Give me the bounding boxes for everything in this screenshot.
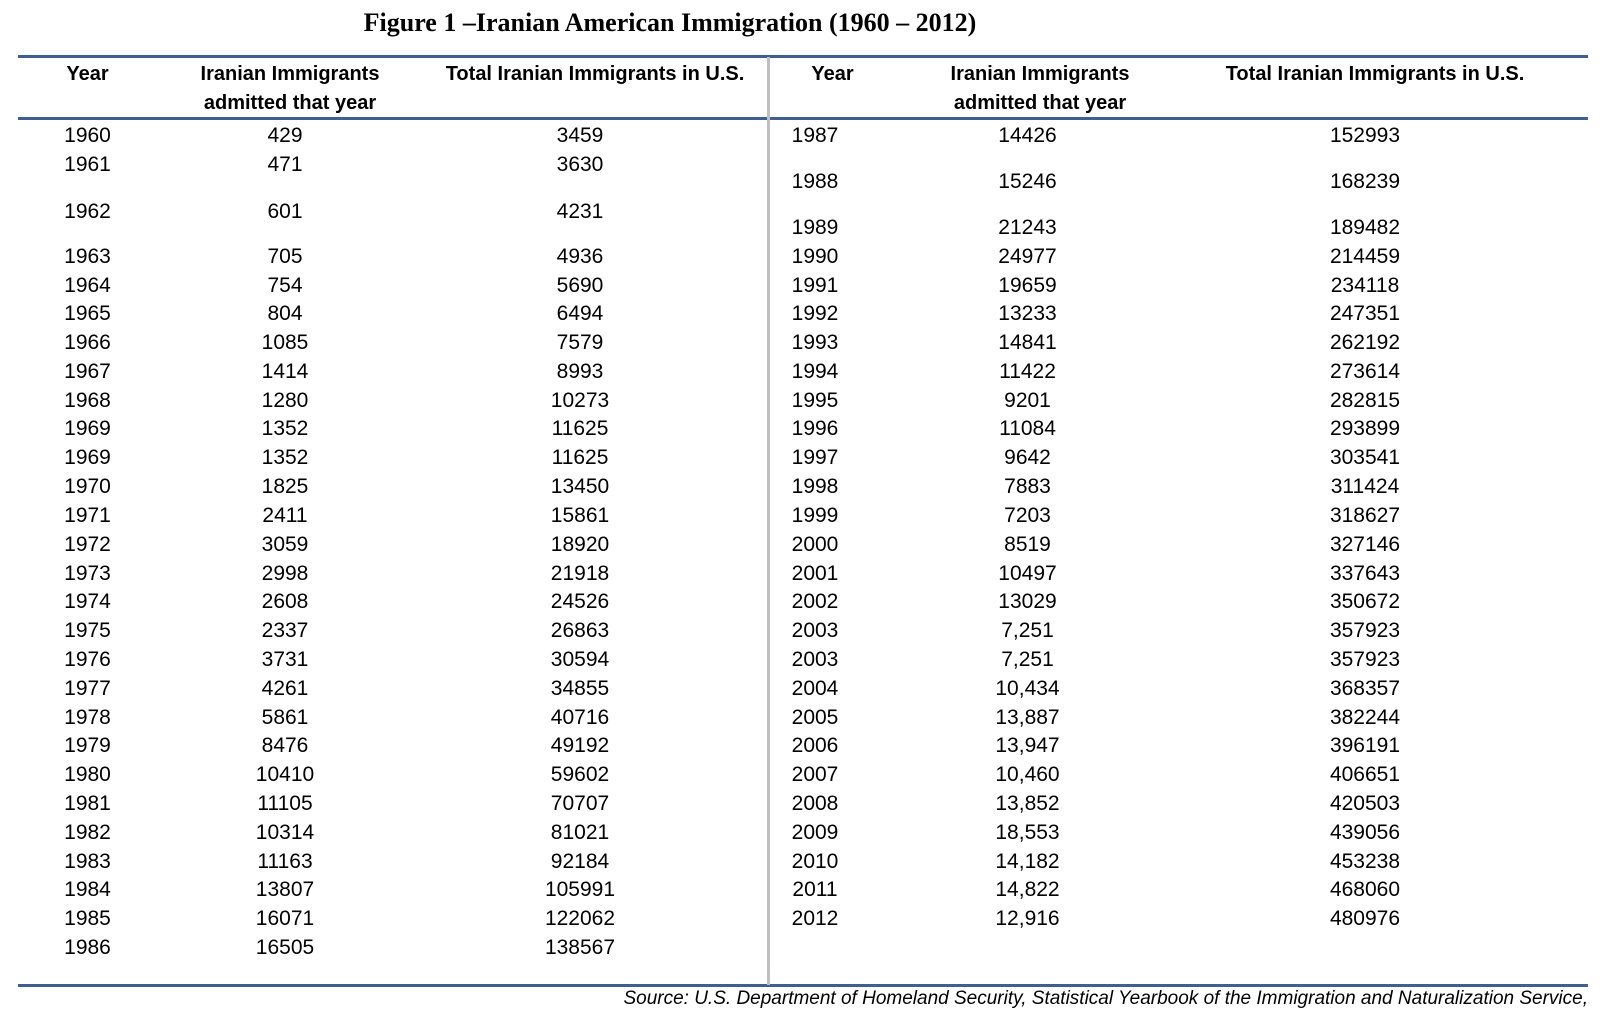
right-cell-admitted: 21243: [998, 216, 1057, 239]
right-cell-total: 282815: [1329, 389, 1401, 412]
right-cell-year: 1989: [791, 216, 839, 239]
left-cell-admitted: 1085: [261, 331, 309, 354]
right-cell-admitted: 12,916: [995, 907, 1060, 930]
right-cell-year: 2012: [791, 907, 839, 930]
left-cell-year: 1978: [64, 706, 111, 729]
right-cell-admitted: 24977: [998, 245, 1057, 268]
table-bottom-rule: [18, 984, 1588, 987]
right-cell-total: 337643: [1329, 562, 1401, 585]
right-cell-admitted: 7,251: [1001, 648, 1054, 671]
right-cell-total: 318627: [1329, 504, 1401, 527]
left-cell-total: 18920: [550, 533, 610, 556]
left-cell-admitted: 11105: [257, 792, 313, 815]
left-cell-total: 11625: [551, 417, 609, 440]
left-cell-total: 3630: [556, 153, 604, 176]
right-cell-admitted: 13029: [998, 590, 1057, 613]
left-cell-year: 1970: [64, 475, 111, 498]
right-cell-admitted: 7,251: [1001, 619, 1054, 642]
left-cell-year: 1973: [64, 562, 111, 585]
left-cell-total: 34855: [550, 677, 610, 700]
right-cell-admitted: 13,852: [995, 792, 1060, 815]
left-cell-admitted: 804: [267, 302, 303, 325]
right-cell-year: 2000: [791, 533, 839, 556]
right-cell-total: 396191: [1329, 734, 1401, 757]
left-cell-admitted: 10410: [255, 763, 315, 786]
left-cell-year: 1961: [64, 153, 111, 176]
left-cell-admitted: 754: [267, 274, 303, 297]
left-cell-total: 40716: [550, 706, 610, 729]
table-top-rule: [18, 55, 1588, 58]
right-cell-admitted: 9642: [1004, 446, 1051, 469]
right-cell-year: 1992: [791, 302, 839, 325]
right-cell-year: 2002: [791, 590, 839, 613]
left-cell-admitted: 3731: [261, 648, 309, 671]
right-cell-total: 480976: [1329, 907, 1401, 930]
left-cell-admitted: 5861: [261, 706, 309, 729]
right-cell-year: 2011: [792, 878, 838, 901]
right-cell-admitted: 14426: [998, 124, 1057, 147]
right-cell-admitted: 11084: [999, 417, 1056, 440]
right-cell-total: 152993: [1329, 124, 1401, 147]
left-cell-year: 1981: [64, 792, 111, 815]
right-cell-year: 1995: [791, 389, 839, 412]
left-cell-year: 1971: [64, 504, 111, 527]
right-cell-admitted: 19659: [998, 274, 1057, 297]
source-note: Source: U.S. Department of Homeland Security, Statistical Yearbook of the Immigration and Naturalization Service,: [623, 988, 1588, 1009]
right-cell-total: 234118: [1330, 274, 1400, 297]
left-cell-total: 70707: [550, 792, 610, 815]
left-cell-year: 1976: [64, 648, 111, 671]
right-cell-admitted: 8519: [1004, 533, 1051, 556]
right-cell-year: 1990: [791, 245, 839, 268]
left-cell-admitted: 13807: [255, 878, 315, 901]
left-cell-total: 10273: [550, 389, 610, 412]
left-cell-total: 49192: [550, 734, 610, 757]
left-cell-admitted: 11163: [257, 850, 313, 873]
left-cell-total: 105991: [544, 878, 616, 901]
left-cell-admitted: 1414: [261, 360, 309, 383]
left-cell-admitted: 16505: [255, 936, 315, 959]
left-header-year: Year: [66, 63, 109, 85]
right-cell-year: 2006: [791, 734, 839, 757]
figure-title: Figure 1 –Iranian American Immigration (1960 – 2012): [363, 8, 977, 37]
left-cell-admitted: 1825: [261, 475, 309, 498]
right-cell-year: 1988: [791, 170, 839, 193]
left-cell-total: 4936: [556, 245, 604, 268]
left-cell-year: 1985: [64, 907, 111, 930]
left-cell-total: 138567: [544, 936, 616, 959]
left-cell-year: 1969: [64, 446, 111, 469]
right-cell-total: 189482: [1329, 216, 1401, 239]
right-cell-year: 1994: [791, 360, 839, 383]
left-cell-year: 1969: [64, 417, 111, 440]
right-header-year: Year: [811, 63, 854, 85]
right-cell-total: 468060: [1329, 878, 1401, 901]
right-cell-year: 2003: [791, 619, 839, 642]
right-cell-admitted: 14,822: [995, 878, 1060, 901]
right-header-admitted: Iranian Immigrants admitted that year: [950, 63, 1130, 114]
right-cell-year: 1998: [791, 475, 839, 498]
right-cell-year: 2004: [791, 677, 839, 700]
left-cell-year: 1966: [64, 331, 111, 354]
right-cell-admitted: 9201: [1004, 389, 1051, 412]
left-cell-year: 1960: [64, 124, 111, 147]
left-cell-total: 24526: [550, 590, 610, 613]
left-cell-admitted: 2608: [261, 590, 309, 613]
right-cell-year: 1997: [791, 446, 839, 469]
right-cell-total: 327146: [1329, 533, 1401, 556]
left-cell-total: 59602: [550, 763, 610, 786]
left-cell-year: 1964: [64, 274, 111, 297]
left-cell-admitted: 601: [267, 200, 303, 223]
right-cell-total: 303541: [1329, 446, 1401, 469]
left-cell-year: 1982: [64, 821, 111, 844]
right-cell-year: 2007: [791, 763, 839, 786]
right-cell-admitted: 10,460: [995, 763, 1060, 786]
left-cell-year: 1974: [64, 590, 111, 613]
right-cell-total: 453238: [1329, 850, 1401, 873]
left-cell-admitted: 705: [267, 245, 303, 268]
right-cell-admitted: 14841: [998, 331, 1057, 354]
left-cell-admitted: 8476: [261, 734, 309, 757]
left-cell-total: 4231: [556, 200, 604, 223]
left-cell-year: 1962: [64, 200, 111, 223]
left-cell-total: 92184: [550, 850, 610, 873]
right-cell-admitted: 15246: [998, 170, 1057, 193]
right-cell-admitted: 10,434: [995, 677, 1060, 700]
right-cell-total: 368357: [1329, 677, 1401, 700]
left-cell-admitted: 2337: [261, 619, 309, 642]
left-cell-admitted: 2411: [262, 504, 308, 527]
right-cell-admitted: 13233: [998, 302, 1057, 325]
left-cell-year: 1968: [64, 389, 111, 412]
left-header-admitted: Iranian Immigrants admitted that year: [200, 63, 380, 114]
right-cell-admitted: 10497: [998, 562, 1057, 585]
left-cell-year: 1980: [64, 763, 111, 786]
right-cell-total: 357923: [1329, 648, 1401, 671]
right-cell-year: 2005: [791, 706, 839, 729]
right-cell-total: 214459: [1329, 245, 1401, 268]
left-cell-total: 26863: [550, 619, 610, 642]
right-cell-total: 420503: [1329, 792, 1401, 815]
right-cell-year: 1999: [791, 504, 839, 527]
right-cell-admitted: 7883: [1004, 475, 1051, 498]
right-cell-year: 1996: [791, 417, 839, 440]
right-cell-year: 1993: [791, 331, 839, 354]
right-cell-year: 2001: [791, 562, 839, 585]
right-cell-total: 262192: [1329, 331, 1401, 354]
right-cell-total: 273614: [1329, 360, 1401, 383]
left-cell-admitted: 10314: [255, 821, 315, 844]
right-cell-admitted: 14,182: [995, 850, 1060, 873]
right-cell-total: 293899: [1329, 417, 1401, 440]
left-cell-admitted: 471: [267, 153, 303, 176]
left-cell-admitted: 1352: [261, 417, 309, 440]
right-cell-year: 1991: [791, 274, 839, 297]
left-cell-year: 1963: [64, 245, 111, 268]
left-cell-admitted: 2998: [261, 562, 309, 585]
right-cell-total: 168239: [1329, 170, 1401, 193]
left-cell-total: 5690: [556, 274, 604, 297]
left-cell-total: 6494: [556, 302, 604, 325]
left-cell-admitted: 16071: [255, 907, 315, 930]
right-cell-year: 2010: [791, 850, 839, 873]
left-cell-total: 21918: [550, 562, 610, 585]
left-cell-total: 81021: [550, 821, 610, 844]
right-cell-total: 357923: [1329, 619, 1401, 642]
right-cell-total: 247351: [1329, 302, 1401, 325]
left-cell-total: 8993: [556, 360, 604, 383]
right-cell-admitted: 13,887: [995, 706, 1060, 729]
left-cell-total: 3459: [556, 124, 604, 147]
left-header-total: Total Iranian Immigrants in U.S.: [445, 63, 745, 85]
left-cell-year: 1986: [64, 936, 111, 959]
left-cell-year: 1984: [64, 878, 111, 901]
right-cell-admitted: 18,553: [995, 821, 1060, 844]
left-cell-admitted: 429: [267, 124, 303, 147]
right-header-total: Total Iranian Immigrants in U.S.: [1225, 63, 1525, 85]
left-cell-admitted: 4261: [261, 677, 309, 700]
left-cell-year: 1972: [64, 533, 111, 556]
right-cell-year: 1987: [791, 124, 839, 147]
right-cell-total: 311424: [1330, 475, 1400, 498]
right-cell-total: 439056: [1329, 821, 1401, 844]
right-cell-year: 2008: [791, 792, 839, 815]
left-cell-year: 1975: [64, 619, 111, 642]
right-cell-admitted: 13,947: [995, 734, 1060, 757]
left-cell-year: 1977: [64, 677, 111, 700]
left-cell-total: 13450: [550, 475, 610, 498]
right-cell-year: 2009: [791, 821, 839, 844]
left-cell-year: 1965: [64, 302, 111, 325]
left-cell-total: 11625: [551, 446, 609, 469]
left-cell-year: 1967: [64, 360, 111, 383]
right-cell-admitted: 7203: [1004, 504, 1051, 527]
left-cell-year: 1979: [64, 734, 111, 757]
left-cell-total: 7579: [556, 331, 604, 354]
right-cell-admitted: 11422: [999, 360, 1056, 383]
right-cell-total: 382244: [1329, 706, 1401, 729]
left-cell-year: 1983: [64, 850, 111, 873]
left-cell-total: 122062: [544, 907, 616, 930]
left-cell-admitted: 1280: [261, 389, 309, 412]
right-cell-total: 406651: [1329, 763, 1401, 786]
left-cell-total: 15861: [550, 504, 610, 527]
left-cell-total: 30594: [550, 648, 610, 671]
left-cell-admitted: 3059: [261, 533, 309, 556]
right-cell-total: 350672: [1329, 590, 1401, 613]
left-cell-admitted: 1352: [261, 446, 309, 469]
right-cell-year: 2003: [791, 648, 839, 671]
